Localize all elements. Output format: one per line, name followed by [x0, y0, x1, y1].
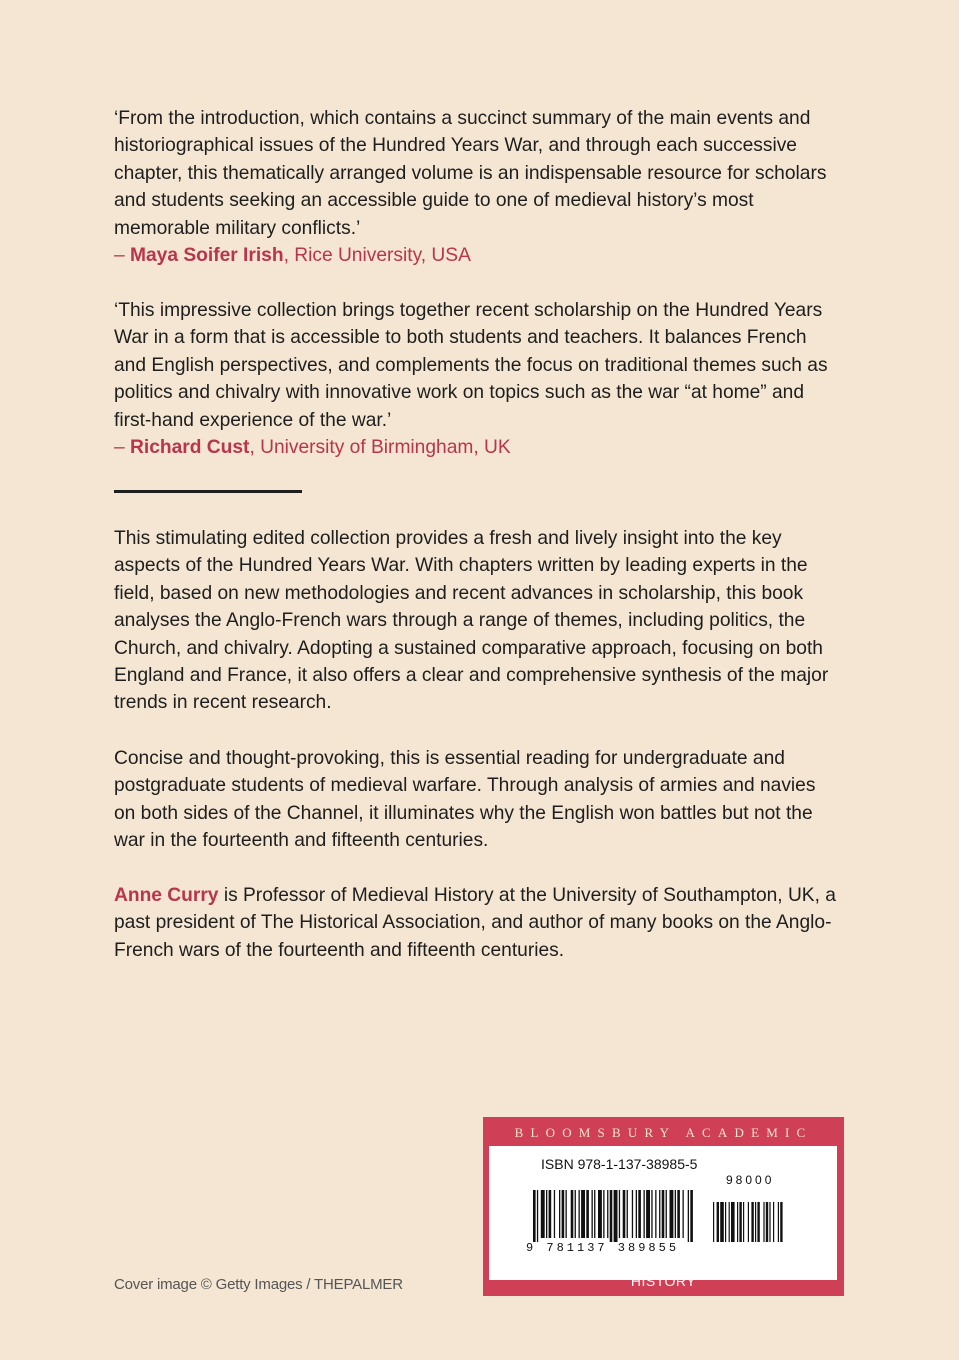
- quote-attribution: [114, 242, 839, 269]
- author-bio: [114, 882, 839, 964]
- quote-text: ‘From the introduction, which contains a succinct summary of the main events and historiographical issues of the Hundred Years War, and through each successive chapter, this thematically arranged volume is an indispensable resource for scholars and students seeking an accessible guide to one of medieval history’s most memorable military conflicts.’: [114, 108, 827, 239]
- publisher-name: BLOOMSBURY ACADEMIC: [514, 1125, 813, 1140]
- description-paragraph-2: [114, 745, 839, 855]
- quote-dash: –: [114, 245, 131, 267]
- author-name: Anne Curry: [114, 885, 219, 906]
- publisher-panel: [483, 1117, 844, 1296]
- quote-dash: –: [114, 437, 131, 459]
- cover-image-credit: Cover image © Getty Images / THEPALMER: [114, 1276, 403, 1293]
- barcode-icon: [533, 1190, 783, 1242]
- description-text: This stimulating edited collection provides a fresh and lively insight into the key aspects of the Hundred Years War. With chapters written by leading experts in the field, based on new methodologies and recent advances in scholarship, this book analyses the Anglo-French wars through a range of themes, including politics, the Church, and chivalry. Adopting a sustained comparative approach, focusing on both England and France, it also offers a clear and comprehensive synthesis of the major trends in recent research.: [114, 528, 829, 714]
- isbn-label: ISBN 978-1-137-38985-5: [541, 1156, 698, 1172]
- quote-affiliation: , University of Birmingham, UK: [249, 437, 511, 459]
- subject-label: HISTORY: [630, 1273, 697, 1289]
- review-quote-2: [114, 297, 839, 461]
- ean-digits: 9 781137 389855: [526, 1241, 680, 1255]
- author-bio-text: is Professor of Medieval History at the University of Southampton, UK, a past president of The Historical Association, and author of many books on the Anglo-French wars of the fourteenth and fifteenth centuries.: [114, 885, 836, 961]
- quote-attribution: [114, 434, 839, 461]
- quote-author: Maya Soifer Irish: [130, 245, 284, 267]
- quote-text: ‘This impressive collection brings together recent scholarship on the Hundred Years War in a form that is accessible to both students and teachers. It balances French and English perspectives, and complements the focus on traditional themes such as politics and chivalry with innovative work on topics such as the war “at home” and first-hand experience of the war.’: [114, 300, 828, 431]
- section-divider: [114, 490, 302, 493]
- barcode-box: [489, 1146, 837, 1280]
- price-code: 98000: [726, 1173, 775, 1187]
- review-quote-1: [114, 105, 839, 269]
- quote-author: Richard Cust: [130, 437, 250, 459]
- description-text: Concise and thought-provoking, this is essential reading for undergraduate and postgraduate students of medieval warfare. Through analysis of armies and navies on both sides of the Channel, it illuminates why the English won battles but not the war in the fourteenth and fifteenth centuries.: [114, 748, 816, 852]
- quote-affiliation: , Rice University, USA: [283, 245, 471, 267]
- description-paragraph-1: [114, 525, 839, 717]
